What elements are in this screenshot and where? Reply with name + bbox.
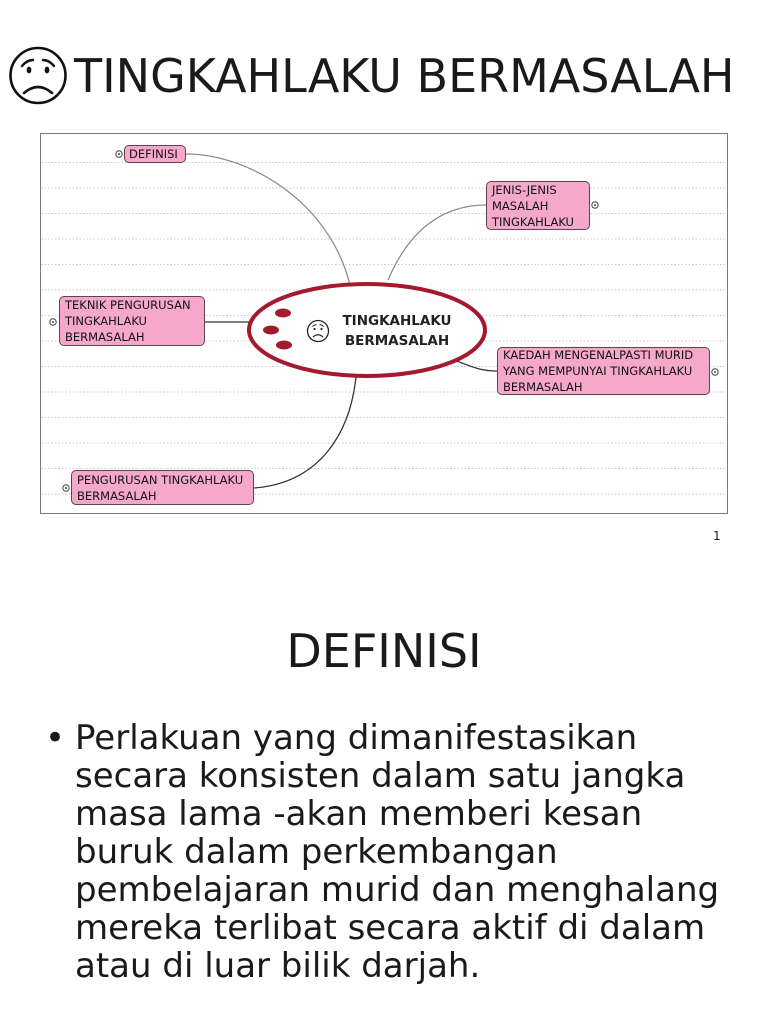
branch-label-line: TINGKAHLAKU [65,314,147,328]
branch-label-line: TEKNIK PENGURUSAN [65,298,191,312]
red-dot [276,340,292,349]
connector-jenis-jenis [388,205,486,280]
branch-label-line: KAEDAH MENGENALPASTI MURID [503,348,694,362]
central-topic-outline [249,284,485,376]
expand-toggle-icon [711,368,717,374]
central-topic-line: BERMASALAH [344,332,449,349]
branch-teknik-pengurusan [59,296,205,346]
expand-toggle-icon [62,484,68,490]
expand-toggle-icon [49,318,55,324]
branch-label-line: BERMASALAH [77,488,157,503]
red-dot [275,308,291,317]
expand-toggle-icon [591,201,597,207]
branch-definisi [124,145,186,163]
branch-label-line: YANG MEMPUNYAI TINGKAHLAKU [503,364,693,378]
mind-map [40,133,728,514]
connector-kaedah [454,360,497,371]
sad-face-icon [8,46,70,106]
bullet-text-line: pembelajaran murid dan menghalang [75,870,720,910]
bullet-text-line: Perlakuan yang dimanifestasikan [75,718,638,758]
connector-pengurusan [254,377,356,488]
red-dot [263,325,279,334]
bullet-text-line: atau di luar bilik darjah. [75,946,481,986]
bullet-text [75,719,719,985]
branch-label-line: BERMASALAH [503,380,583,394]
bullet-text-line: secara konsisten dalam satu jangka [75,756,686,796]
branch-label-line: JENIS-JENIS [492,182,557,197]
slide-title: TINGKAHLAKU BERMASALAH [74,49,735,103]
branch-pengurusan-tingkahlaku [71,470,254,505]
branch-label-line: DEFINISI [129,147,178,161]
branch-label-line: TINGKAHLAKU [492,214,574,229]
branch-label-line: PENGURUSAN TINGKAHLAKU [77,472,244,487]
bullet-text-line: mereka terlibat secara aktif di dalam [75,908,706,948]
bullet-marker: • [45,718,66,758]
bullet-text-line: masa lama -akan memberi kesan [75,794,643,834]
branch-label-line: BERMASALAH [65,330,145,344]
connector-definisi [186,154,350,285]
page-number: 1 [713,529,721,543]
expand-toggle-icon [115,150,121,156]
branch-kaedah-mengenalpasti [497,347,710,395]
branch-label-line: MASALAH [492,198,549,213]
slide-title: DEFINISI [286,624,482,678]
central-topic-line: TINGKAHLAKU [341,312,452,329]
branch-jenis-jenis-masalah [486,181,590,230]
bullet-text-line: buruk dalam perkembangan [75,832,558,872]
